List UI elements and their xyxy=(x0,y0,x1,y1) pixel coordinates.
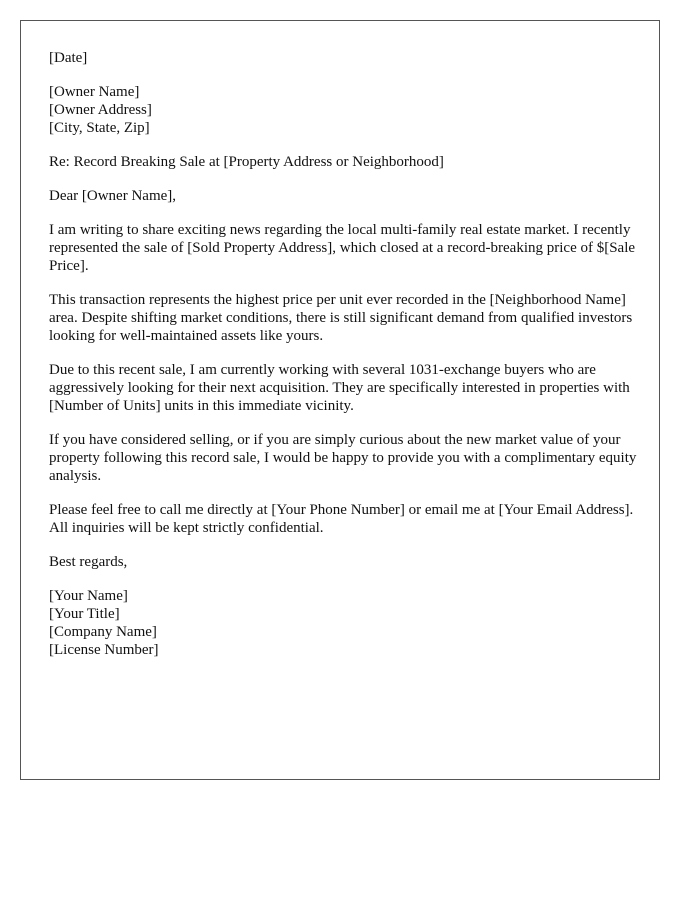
recipient-city-state-zip: [City, State, Zip] xyxy=(49,120,150,136)
body-paragraph-1: I am writing to share exciting news regarding the local multi-family real estate market. I recently represented the sale of [Sold Property Address], which closed at a record-breaking price of $[Sale Price]. xyxy=(49,222,636,274)
signature-name: [Your Name] xyxy=(49,588,128,604)
recipient-block xyxy=(49,83,639,137)
letter-date: [Date] xyxy=(49,50,88,66)
letter-subject: Re: Record Breaking Sale at [Property Address or Neighborhood] xyxy=(49,154,444,170)
recipient-name: [Owner Name] xyxy=(49,84,140,100)
signature-company: [Company Name] xyxy=(49,624,157,640)
body-paragraph-5: Please feel free to call me directly at [Your Phone Number] or email me at [Your Email Address]. All inquiries will be kept strictly confidential. xyxy=(49,502,634,536)
signature-block xyxy=(49,587,639,659)
body-paragraph-2: This transaction represents the highest price per unit ever recorded in the [Neighborhood Name] area. Despite shifting market conditions, there is still significant demand from qualified investors looking for well-maintained assets like yours. xyxy=(49,292,633,344)
letter-salutation: Dear [Owner Name], xyxy=(49,188,177,204)
signature-license: [License Number] xyxy=(49,642,159,658)
letter-closing: Best regards, xyxy=(49,554,128,570)
recipient-address: [Owner Address] xyxy=(49,102,152,118)
body-paragraph-4: If you have considered selling, or if you are simply curious about the new market value of your property following this record sale, I would be happy to provide you with a complimentary equity analysis. xyxy=(49,432,637,484)
body-paragraph-3: Due to this recent sale, I am currently working with several 1031-exchange buyers who are aggressively looking for their next acquisition. They are specifically interested in properties with [Number of Units] units in this immediate vicinity. xyxy=(49,362,630,414)
signature-title: [Your Title] xyxy=(49,606,120,622)
letter-page xyxy=(20,20,660,780)
letter-body xyxy=(49,49,639,675)
